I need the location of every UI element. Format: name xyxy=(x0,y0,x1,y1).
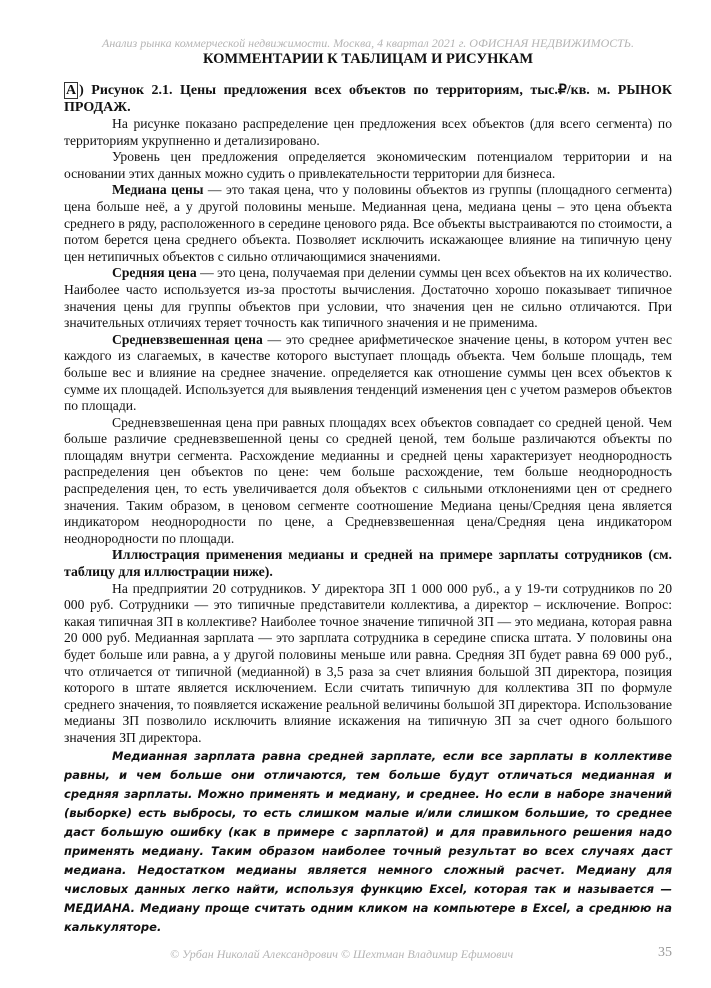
footer-authors: © Урбан Николай Александрович © Шехтман Владимир Ефимович xyxy=(170,947,514,961)
paragraph-price-level: Уровень цен предложения определяется экономическим потенциалом территории и на основании этих данных можно судить о привлекательности территории для бизнеса. xyxy=(64,149,672,181)
running-header: Анализ рынка коммерческой недвижимости. Москва, 4 квартал 2021 г. ОФИСНАЯ НЕДВИЖИМОСТЬ. xyxy=(102,36,634,50)
definition-average-price: — это цена, получаемая при делении суммы цен всех объектов на их количество. Наиболее часто используется из-за простоты вычисления. Достаточно хорошо показывает типичное значения цены для группы объектов при условии, что значения цен не сильно отличаются. При значительных отличиях теряет точность как типичного значения и не применима. xyxy=(64,265,672,331)
definition-weighted-price: — это среднее арифметическое значение цены, в котором учтен вес каждого из слагаемых, в качестве которого выступает площадь объекта. Чем больше площадь, тем больше вес и влияние на среднее значение. определяется как отношение суммы цен всех объектов к сумме их площадей. Используется для выявления тенденций изменения цен с учетом размеров объектов по площади. xyxy=(64,331,673,414)
paragraph-salary-example: На предприятии 20 сотрудников. У директора ЗП 1 000 000 руб., а у 19-ти сотрудников по 20 000 руб. Сотрудники — это типичные представители коллектива, а директор – исключение. Вопрос: какая типичная ЗП в коллективе? Наиболее точное значение типичной ЗП — это медиана, которая равна 20 000 руб. Медианная зарплата — это зарплата сотрудника в середине списка штата. У половины она будет больше или равна, а у другой половины меньше или равна. Средняя ЗП будет равна 69 000 руб., что отличается от типичной (медианной) в 3,5 раза за счет влияния большой ЗП директора, позиция которого в штате является исключением. Если считать типичную для коллектива ЗП по формуле среднего значения, то появляется искажение реальной величины большой ЗП директора. Использование медианы ЗП позволило исключить влияние искажения на типичную ЗП за счет одного большого значения ЗП директора. xyxy=(64,580,672,745)
salary-example-heading: Иллюстрация применения медианы и средней на примере зарплаты сотрудников (см. таблицу для иллюстрации ниже). xyxy=(64,547,672,580)
paragraph-weighted-price xyxy=(64,332,672,415)
paragraph-overview: На рисунке показано распределение цен предложения всех объектов (для всего сегмента) по территориям укрупненно и детализировано. xyxy=(64,116,672,148)
term-weighted-price: Средневзвешенная цена xyxy=(112,331,263,347)
paragraph-conclusion-emphasis: Медианная зарплата равна средней зарплате, если все зарплаты в коллективе равны, и чем больше они отличаются, тем больше будут отличаться медианная и средняя зарплаты. Можно применять и медиану, и среднее. Но если в наборе значений (выборке) есть выбросы, то есть слишком малые и/или слишком большие, то среднее даст большую ошибку (как в примере с зарплатой) и для правильного решения надо применять медиану. Таким образом наиболее точный результат во всех случаях даст медиана. Недостатком медианы является немного сложный расчет. Медиану для числовых данных легко найти, используя функцию Excel, которая так и называется — МЕДИАНА. Медиану проще считать одним кликом на компьютере в Excel, а среднюю на калькуляторе. xyxy=(64,748,672,935)
term-average-price: Средняя цена xyxy=(112,265,197,281)
definition-median-price: — это такая цена, что у половины объектов из группы (площадного сегмента) цена больше неё, а у другой половины меньше. Медианная цена, медиана цены – это цена объекта среднего в ряду, расположенного в середине ценового ряда. Все объекты выстраиваются по стоимости, а потом берется цена среднего объекта. Позволяет исключить искажающее влияние на типичную цену цен нетипичных объектов с сильно отличающимися значениями. xyxy=(64,182,672,264)
term-median-price: Медиана цены xyxy=(112,182,204,198)
section-heading-text: ) Рисунок 2.1. Цены предложения всех объектов по территориям, тыс.₽/кв. м. РЫНОК ПРОДАЖ. xyxy=(64,83,672,115)
page-title: КОММЕНТАРИИ К ТАБЛИЦАМ И РИСУНКАМ xyxy=(202,51,534,67)
section-letter: А xyxy=(66,83,77,98)
section-heading xyxy=(64,83,672,116)
page-number: 35 xyxy=(658,945,672,960)
paragraph-average-price xyxy=(64,265,672,331)
paragraph-weighted-vs-average: Средневзвешенная цена при равных площадях всех объектов совпадает со средней ценой. Чем больше различие средневзвешенной цены со средней ценой, тем больше различаются объекты по площадям внутри сегмента. Расхождение медианны и средней цены характеризует неоднородность распределения цен объектов по цене: чем больше расхождение, тем больше неоднородность распределения цен, то есть увеличивается доля объектов с сильными отклонениями цен от среднего значения. Таким образом, в ценовом сегменте соотношение Медиана цены/Средняя цена является индикатором неоднородности по цене, а Средневзвешенная цена/Средняя цена индикатором неоднородности по площади. xyxy=(64,414,672,546)
paragraph-median-price xyxy=(64,182,672,265)
document-page xyxy=(64,36,672,938)
